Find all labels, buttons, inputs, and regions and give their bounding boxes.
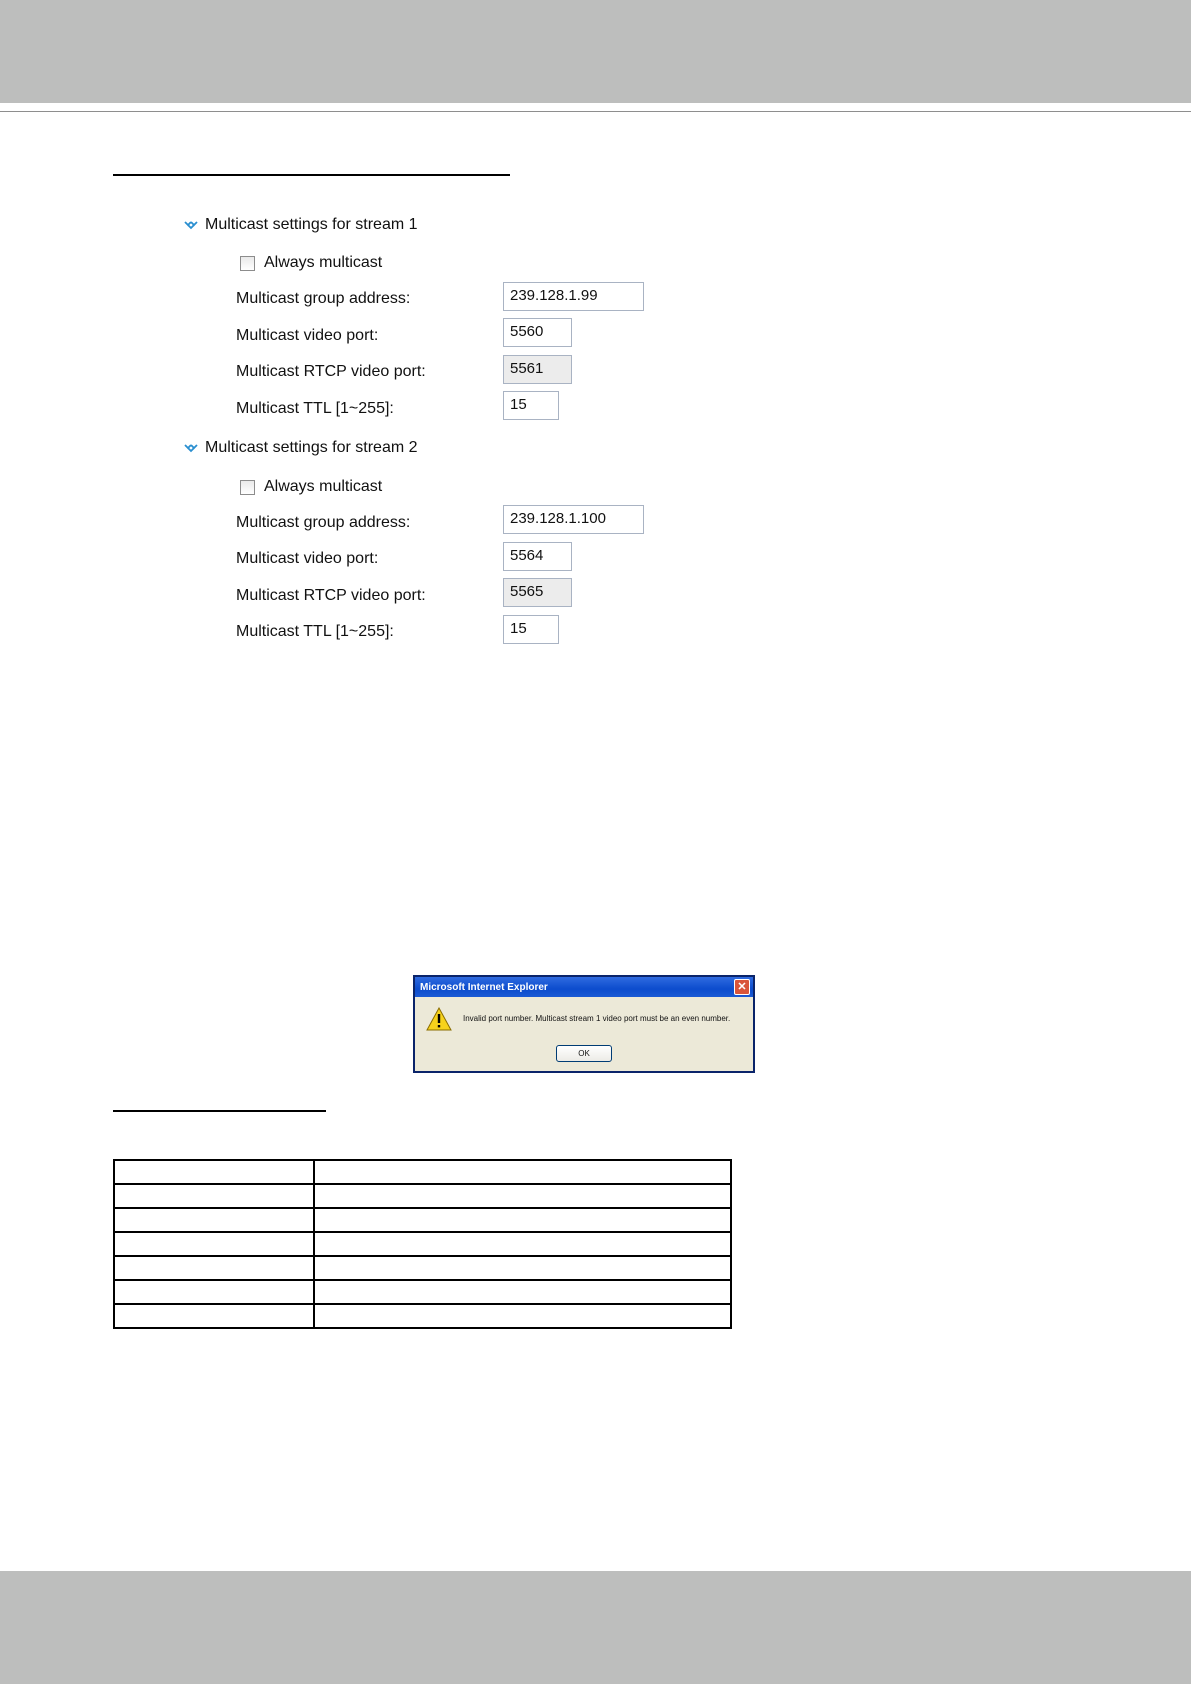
stream1-always-multicast[interactable] — [240, 254, 382, 272]
table-row — [114, 1256, 731, 1280]
stream2-always-multicast[interactable] — [240, 478, 382, 496]
page-footer-band — [0, 1571, 1191, 1684]
group-address-input[interactable]: 239.128.1.100 — [503, 505, 644, 534]
double-chevron-down-icon — [183, 220, 199, 230]
table-cell — [314, 1304, 731, 1328]
table-cell — [114, 1232, 314, 1256]
always-multicast-label: Always multicast — [264, 254, 383, 271]
group-address-label: Multicast group address: — [236, 514, 411, 531]
table-row — [114, 1208, 731, 1232]
video-port-input[interactable]: 5560 — [503, 318, 572, 347]
table-cell — [114, 1256, 314, 1280]
alert-dialog — [413, 975, 755, 1073]
rtcp-port-input: 5561 — [503, 355, 572, 384]
video-port-input[interactable]: 5564 — [503, 542, 572, 571]
table-row — [114, 1304, 731, 1328]
always-multicast-checkbox[interactable] — [240, 256, 255, 271]
stream2-section-header[interactable] — [183, 439, 418, 457]
table-cell — [314, 1160, 731, 1184]
rtcp-port-input: 5565 — [503, 578, 572, 607]
table-row — [114, 1184, 731, 1208]
stream1-section-header[interactable] — [183, 216, 418, 234]
dialog-title: Microsoft Internet Explorer — [420, 981, 548, 993]
video-port-label: Multicast video port: — [236, 550, 379, 567]
table-cell — [314, 1184, 731, 1208]
ok-button[interactable]: OK — [556, 1045, 612, 1062]
section-heading-rule — [113, 1110, 326, 1112]
table-cell — [314, 1208, 731, 1232]
ttl-label: Multicast TTL [1~255]: — [236, 400, 394, 417]
rtcp-port-label: Multicast RTCP video port: — [236, 363, 426, 380]
table-cell — [114, 1208, 314, 1232]
close-icon[interactable]: ✕ — [734, 979, 750, 995]
double-chevron-down-icon — [183, 443, 199, 453]
always-multicast-label: Always multicast — [264, 478, 383, 495]
dialog-titlebar — [415, 977, 753, 997]
page-header-band — [0, 0, 1191, 103]
warning-icon — [426, 1007, 452, 1036]
table-cell — [114, 1280, 314, 1304]
ttl-input[interactable]: 15 — [503, 615, 559, 644]
table-cell — [314, 1232, 731, 1256]
dialog-message: Invalid port number. Multicast stream 1 video port must be an even number. — [463, 1014, 731, 1023]
table-row — [114, 1160, 731, 1184]
stream1-header-text: Multicast settings for stream 1 — [205, 216, 418, 233]
table-row — [114, 1232, 731, 1256]
table-cell — [114, 1184, 314, 1208]
table-row — [114, 1280, 731, 1304]
empty-table — [113, 1159, 732, 1329]
table-cell — [314, 1256, 731, 1280]
video-port-label: Multicast video port: — [236, 327, 379, 344]
header-divider — [0, 111, 1191, 112]
table-cell — [114, 1304, 314, 1328]
always-multicast-checkbox[interactable] — [240, 480, 255, 495]
group-address-input[interactable]: 239.128.1.99 — [503, 282, 644, 311]
stream2-header-text: Multicast settings for stream 2 — [205, 439, 418, 456]
ttl-label: Multicast TTL [1~255]: — [236, 623, 394, 640]
table-cell — [314, 1280, 731, 1304]
section-heading-rule — [113, 174, 510, 176]
group-address-label: Multicast group address: — [236, 290, 411, 307]
rtcp-port-label: Multicast RTCP video port: — [236, 587, 426, 604]
table-cell — [114, 1160, 314, 1184]
ttl-input[interactable]: 15 — [503, 391, 559, 420]
